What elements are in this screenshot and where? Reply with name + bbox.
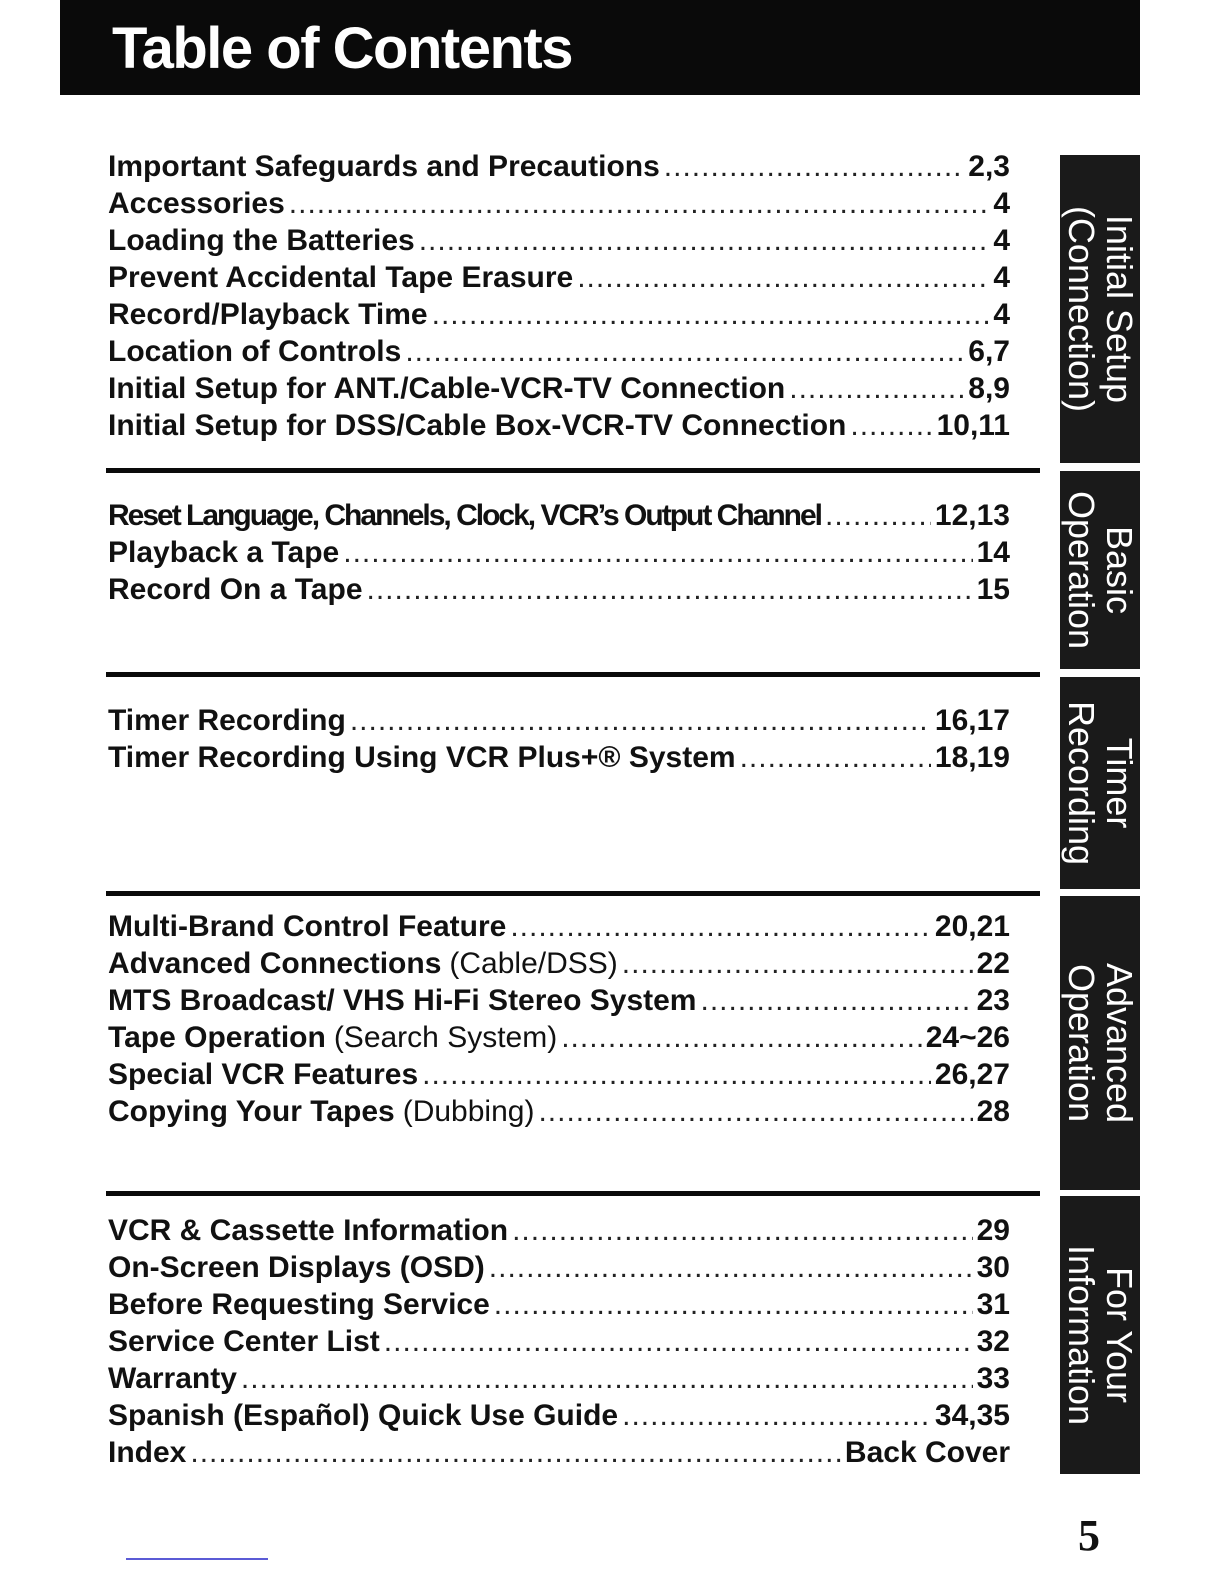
toc-section-timer-recording (108, 702, 1010, 776)
toc-entry-page: 10,11 (936, 409, 1010, 442)
toc-entry-page: 32 (976, 1325, 1010, 1358)
toc-entry-label: On-Screen Displays (OSD) (108, 1251, 485, 1284)
toc-entry-page: 8,9 (968, 372, 1010, 405)
toc-entry[interactable] (108, 908, 1010, 945)
section-divider (106, 891, 1040, 896)
section-divider (106, 1191, 1040, 1196)
toc-entry-label: Playback a Tape (108, 536, 340, 569)
toc-entry-page: Back Cover (844, 1436, 1010, 1469)
footer-divider (126, 1558, 268, 1560)
toc-entry-sublabel: (Dubbing) (402, 1095, 535, 1128)
toc-entry-page: 4 (993, 224, 1010, 257)
side-tab-label (1062, 963, 1138, 1123)
leader-dots (740, 739, 931, 776)
leader-dots (422, 1056, 931, 1093)
side-tab-label (1062, 491, 1138, 649)
toc-entry[interactable] (108, 1249, 1010, 1286)
toc-entry-label: Location of Controls (108, 335, 402, 368)
toc-entry[interactable] (108, 1093, 1010, 1130)
toc-entry-page: 15 (976, 573, 1010, 606)
toc-entry-sublabel: (Search System) (333, 1021, 558, 1054)
toc-entry-page: 6,7 (968, 335, 1010, 368)
toc-entry-page: 30 (976, 1251, 1010, 1284)
toc-entry[interactable] (108, 1323, 1010, 1360)
leader-dots (190, 1434, 841, 1471)
leader-dots (789, 370, 964, 407)
toc-entry[interactable] (108, 534, 1010, 571)
toc-entry-label: Service Center List (108, 1325, 380, 1358)
leader-dots (577, 259, 989, 296)
toc-entry-label: MTS Broadcast/ VHS Hi-Fi Stereo System (108, 984, 697, 1017)
side-tab-advanced-operation[interactable] (1060, 896, 1140, 1190)
leader-dots (384, 1323, 973, 1360)
side-tab-line: Initial Setup (1099, 214, 1140, 404)
leader-dots (343, 534, 972, 571)
toc-entry-page: 4 (993, 298, 1010, 331)
toc-entry[interactable] (108, 571, 1010, 608)
section-divider (106, 468, 1040, 473)
leader-dots (850, 407, 932, 444)
toc-entry-label: Loading the Batteries (108, 224, 415, 257)
toc-entry-label: Accessories (108, 187, 285, 220)
toc-entry-label: Tape Operation (108, 1021, 326, 1054)
toc-entry[interactable] (108, 296, 1010, 333)
side-tab-label (1062, 206, 1138, 412)
toc-entry-label: Advanced Connections (108, 947, 442, 980)
leader-dots (494, 1286, 973, 1323)
leader-dots (241, 1360, 973, 1397)
toc-entry[interactable] (108, 1019, 1010, 1056)
toc-entry[interactable] (108, 333, 1010, 370)
side-tab-line: Information (1061, 1244, 1102, 1426)
side-tab-line: Advanced (1099, 962, 1140, 1124)
toc-entry[interactable] (108, 1397, 1010, 1434)
toc-entry-label: Timer Recording (108, 704, 346, 737)
toc-entry-label: Warranty (108, 1362, 237, 1395)
side-tab-timer-recording[interactable] (1060, 677, 1140, 889)
leader-dots (622, 945, 973, 982)
toc-entry-label: Index (108, 1436, 187, 1469)
toc-entry-page: 20,21 (934, 910, 1010, 943)
toc-entry[interactable] (108, 1056, 1010, 1093)
side-tab-line: Recording (1061, 700, 1102, 866)
toc-entry-label: Important Safeguards and Precautions (108, 150, 660, 183)
leader-dots (701, 982, 973, 1019)
toc-entry-page: 34,35 (934, 1399, 1010, 1432)
toc-section-advanced-operation (108, 908, 1010, 1130)
toc-entry-page: 22 (976, 947, 1010, 980)
toc-entry[interactable] (108, 497, 1010, 534)
leader-dots (405, 333, 964, 370)
leader-dots (350, 702, 931, 739)
toc-entry-label: Special VCR Features (108, 1058, 419, 1091)
leader-dots (512, 1212, 973, 1249)
toc-entry[interactable] (108, 222, 1010, 259)
toc-entry-page: 29 (976, 1214, 1010, 1247)
side-tab-line: Basic (1099, 525, 1140, 615)
toc-entry[interactable] (108, 370, 1010, 407)
leader-dots (664, 148, 965, 185)
toc-entry-page: 2,3 (968, 150, 1010, 183)
title-bar (60, 0, 1140, 95)
toc-entry-label: Reset Language, Channels, Clock, VCR’s Output Channel (108, 499, 822, 532)
toc-entry[interactable] (108, 1360, 1010, 1397)
page-number: 5 (1078, 1511, 1100, 1560)
toc-entry[interactable] (108, 148, 1010, 185)
toc-entry[interactable] (108, 739, 1010, 776)
toc-entry-label: Initial Setup for DSS/Cable Box-VCR-TV Connection (108, 409, 847, 442)
toc-entry-label: Before Requesting Service (108, 1288, 490, 1321)
page-title: Table of Contents (112, 16, 572, 81)
toc-entry-page: 33 (976, 1362, 1010, 1395)
toc-entry-label: VCR & Cassette Information (108, 1214, 509, 1247)
side-tab-line: For Your (1099, 1266, 1140, 1404)
leader-dots (367, 571, 973, 608)
toc-entry[interactable] (108, 945, 1010, 982)
leader-dots (432, 296, 990, 333)
toc-entry-page: 24~26 (925, 1021, 1010, 1054)
toc-entry-page: 12,13 (934, 499, 1010, 532)
toc-entry-sublabel: (Cable/DSS) (449, 947, 618, 980)
toc-entry-page: 31 (976, 1288, 1010, 1321)
toc-entry[interactable] (108, 407, 1010, 444)
leader-dots (622, 1397, 931, 1434)
toc-entry-page: 14 (976, 536, 1010, 569)
toc-entry-label: Timer Recording Using VCR Plus+® System (108, 741, 736, 774)
leader-dots (489, 1249, 973, 1286)
toc-entry-label: Record/Playback Time (108, 298, 428, 331)
toc-entry-page: 4 (993, 187, 1010, 220)
toc-section-initial-setup (108, 148, 1010, 444)
toc-entry-label: Spanish (Español) Quick Use Guide (108, 1399, 619, 1432)
side-tab-line: Timer (1099, 737, 1140, 829)
leader-dots (289, 185, 990, 222)
toc-entry-page: 23 (976, 984, 1010, 1017)
toc-entry[interactable] (108, 1212, 1010, 1249)
leader-dots (510, 908, 931, 945)
side-tab-line: (Connection) (1061, 205, 1102, 413)
toc-entry-page: 4 (993, 261, 1010, 294)
toc-entry[interactable] (108, 1434, 1010, 1471)
toc-entry-page: 26,27 (934, 1058, 1010, 1091)
toc-entry-label: Prevent Accidental Tape Erasure (108, 261, 574, 294)
leader-dots (825, 497, 931, 534)
toc-entry-page: 16,17 (934, 704, 1010, 737)
side-tab-label (1062, 1245, 1138, 1425)
side-tab-line: Operation (1061, 490, 1102, 650)
toc-section-basic-operation (108, 497, 1010, 608)
toc-entry-page: 18,19 (934, 741, 1010, 774)
side-tab-line: Operation (1061, 963, 1102, 1123)
toc-entry[interactable] (108, 702, 1010, 739)
toc-entry[interactable] (108, 1286, 1010, 1323)
toc-section-for-your-information (108, 1212, 1010, 1471)
side-tab-basic-operation[interactable] (1060, 471, 1140, 669)
toc-entry-label: Initial Setup for ANT./Cable-VCR-TV Connection (108, 372, 786, 405)
toc-entry-label: Copying Your Tapes (108, 1095, 395, 1128)
toc-entry[interactable] (108, 259, 1010, 296)
leader-dots (538, 1093, 972, 1130)
side-tab-for-your-information[interactable] (1060, 1196, 1140, 1474)
toc-entry[interactable] (108, 185, 1010, 222)
toc-entry-page: 28 (976, 1095, 1010, 1128)
side-tab-initial-setup[interactable] (1060, 155, 1140, 463)
section-divider (106, 672, 1040, 677)
toc-entry-label: Record On a Tape (108, 573, 363, 606)
toc-entry-label: Multi-Brand Control Feature (108, 910, 507, 943)
leader-dots (419, 222, 990, 259)
leader-dots (561, 1019, 922, 1056)
side-tab-label (1062, 701, 1138, 865)
toc-entry[interactable] (108, 982, 1010, 1019)
